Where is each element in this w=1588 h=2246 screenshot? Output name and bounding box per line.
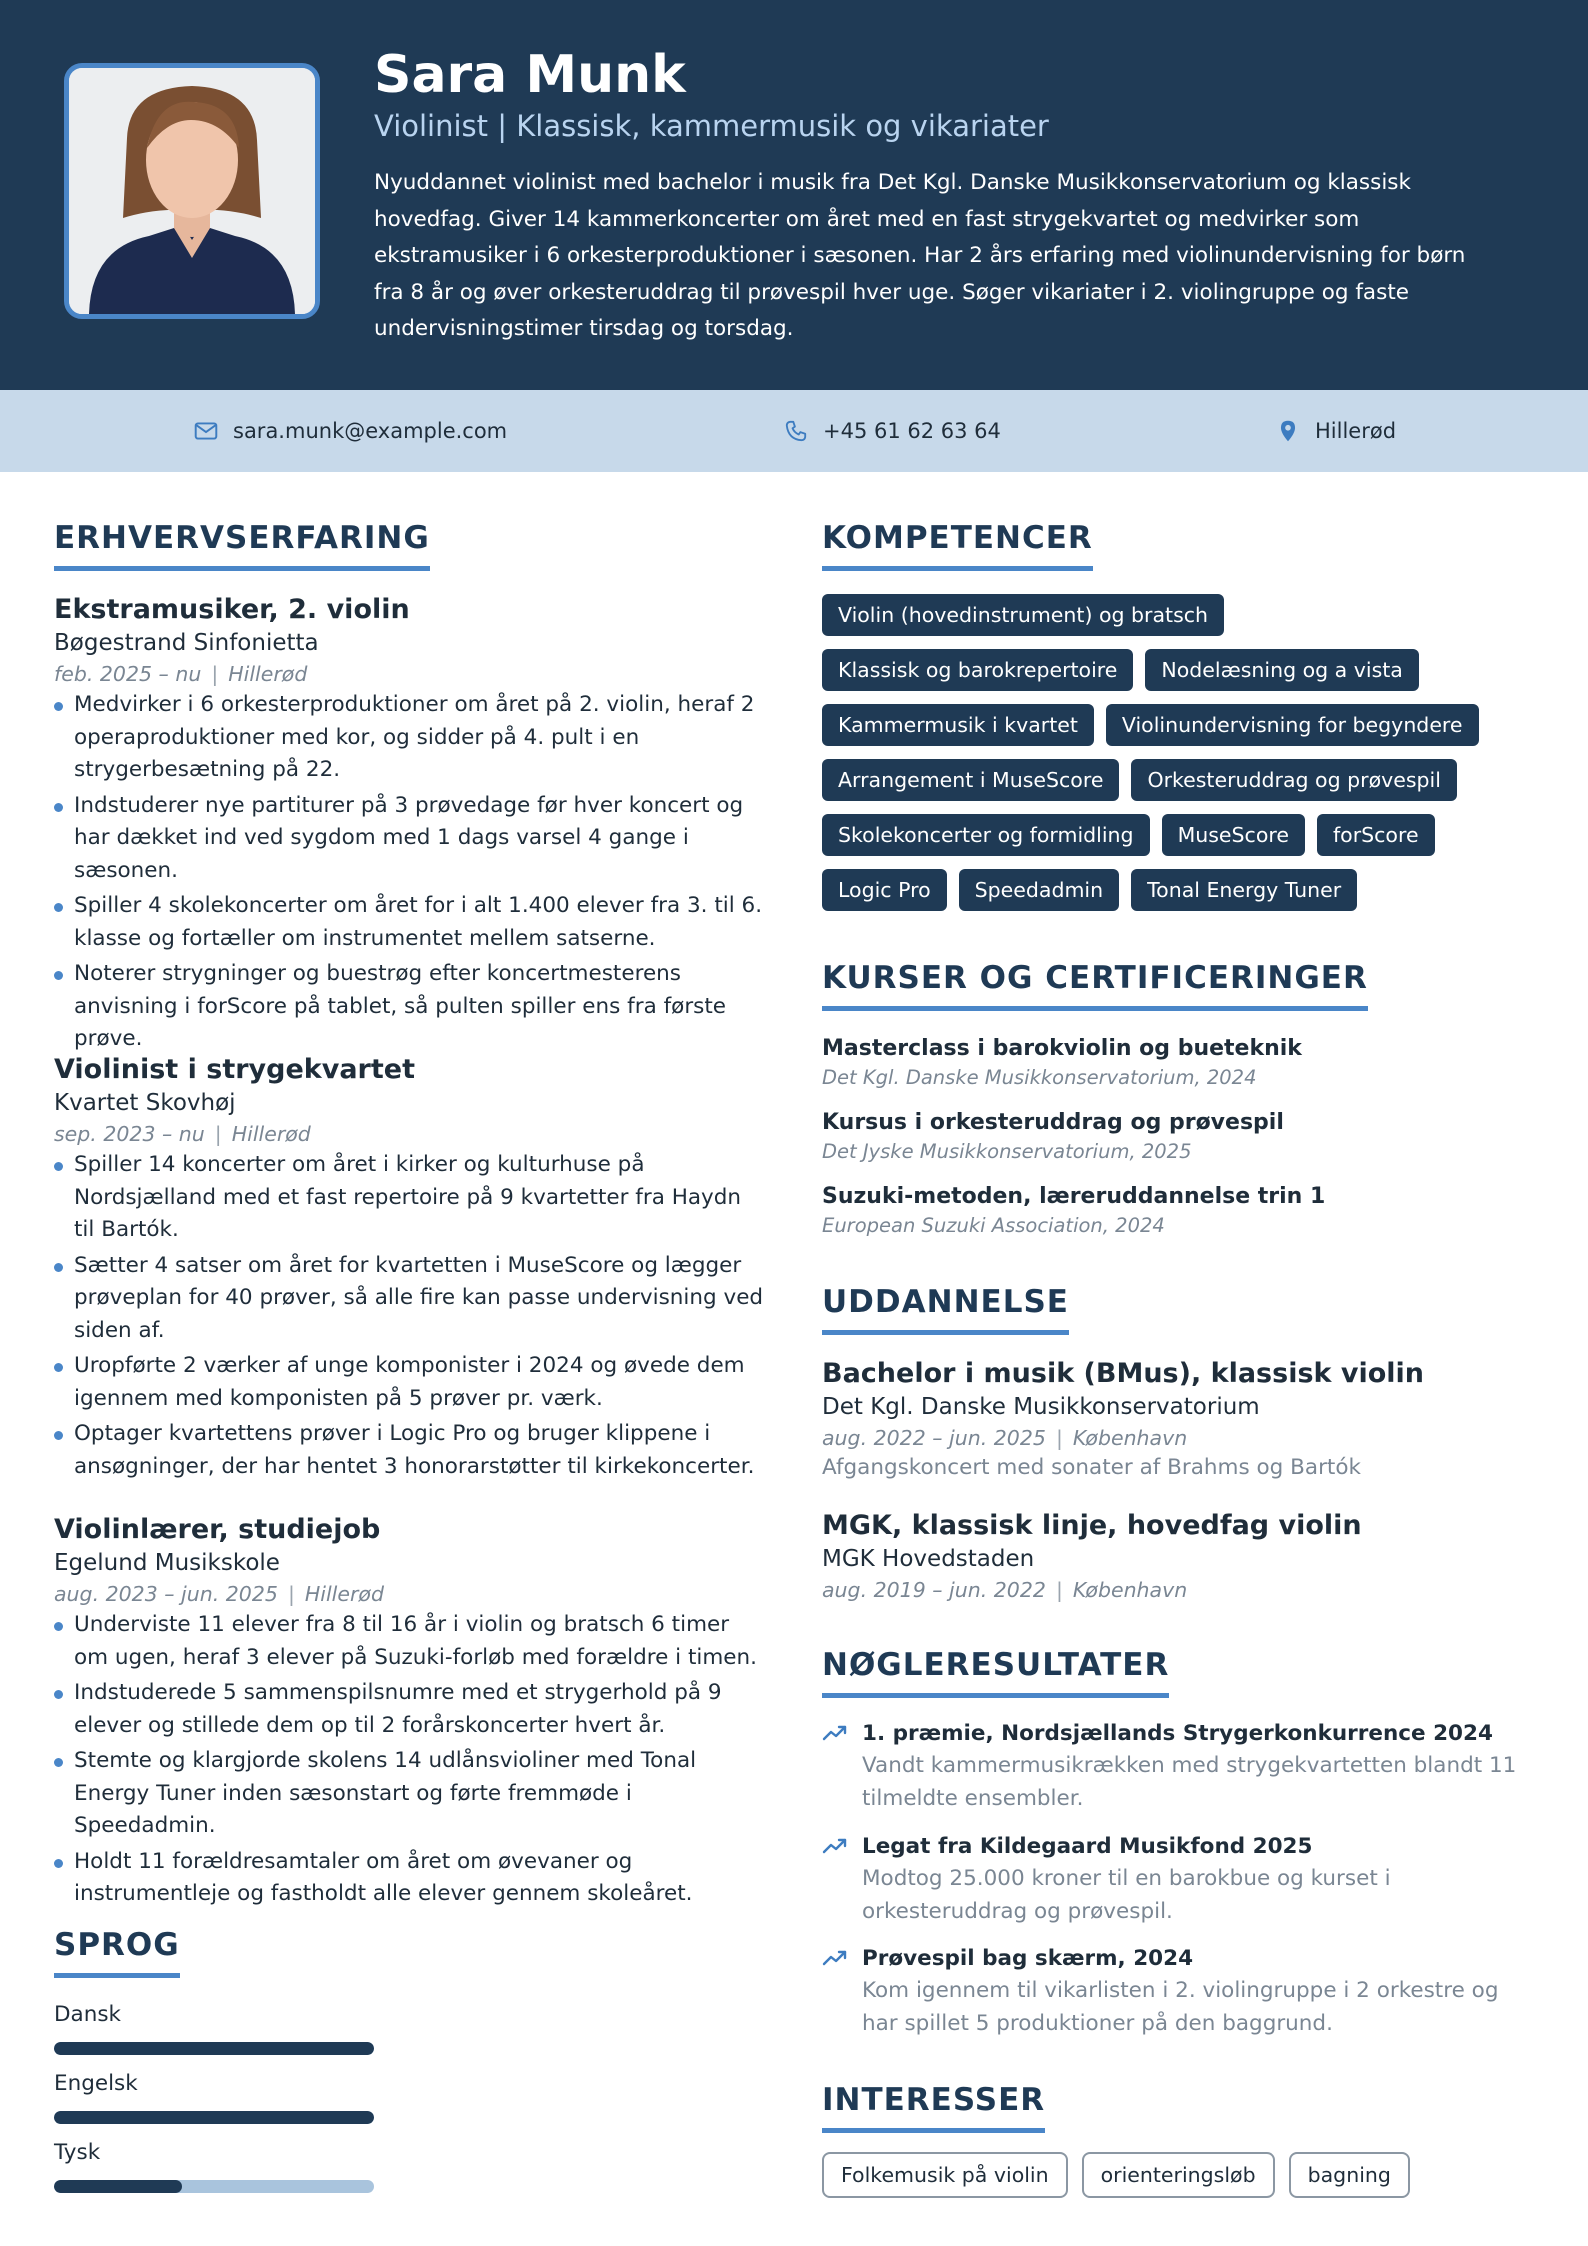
- phone-icon: [783, 418, 809, 444]
- education-item: [822, 1509, 1522, 1605]
- skill-chip: Logic Pro: [822, 869, 947, 911]
- course-item: [822, 1108, 1522, 1166]
- result-description: Modtog 25.000 kroner til en barokbue og kurset i orkesteruddrag og prøvespil.: [862, 1866, 1391, 1924]
- contact-bar: [0, 390, 1588, 472]
- result-title: 1. præmie, Nordsjællands Strygerkonkurrence 2024: [862, 1721, 1493, 1746]
- job-bullet: Stemte og klargjorde skolens 14 udlånsvioliner med Tonal Energy Tuner inden sæsonstart og førte fremmøde i Speedadmin.: [54, 1745, 764, 1843]
- job-location: Hillerød: [228, 662, 308, 686]
- job-bullet: Optager kvartettens prøver i Logic Pro og bruger klippene i ansøgninger, der har hentet 3 honorarstøtter til kirkekoncerter.: [54, 1418, 764, 1483]
- language-level-fill: [54, 2180, 182, 2193]
- language-name: Tysk: [54, 2140, 101, 2165]
- contact-email[interactable]: [193, 390, 507, 472]
- skill-chip: Tonal Energy Tuner: [1131, 869, 1357, 911]
- language-item: [54, 2138, 374, 2193]
- job-bullet: Spiller 4 skolekoncerter om året for i alt 1.400 elever fra 3. til 6. klasse og fortæller om instrumentet mellem satserne.: [54, 890, 764, 955]
- job-company: Bøgestrand Sinfonietta: [54, 630, 319, 656]
- education-title: Bachelor i musik (BMus), klassisk violin: [822, 1358, 1425, 1389]
- education-school: Det Kgl. Danske Musikkonservatorium: [822, 1394, 1260, 1420]
- result-item: [822, 1831, 1522, 1928]
- profile-photo: [64, 63, 320, 319]
- skill-chip: Violinundervisning for begyndere: [1106, 704, 1479, 746]
- education-dates: aug. 2022 – jun. 2025: [822, 1426, 1046, 1450]
- result-description: Vandt kammermusikrækken med strygekvartetten blandt 11 tilmeldte ensembler.: [862, 1753, 1517, 1811]
- language-level-fill: [54, 2111, 374, 2124]
- education-location: København: [1072, 1578, 1188, 1602]
- course-issuer: European Suzuki Association, 2024: [822, 1214, 1165, 1237]
- job-bullet: Indstuderer nye partiturer på 3 prøvedage før hver koncert og har dækket ind ved sygdom med 1 dags varsel 4 gange i sæsonen.: [54, 790, 764, 888]
- education-meta: aug. 2022 – jun. 2025 | København: [822, 1426, 1188, 1450]
- interest-tag: bagning: [1289, 2152, 1410, 2198]
- job-meta: sep. 2023 – nu | Hillerød: [54, 1122, 311, 1146]
- job-bullet: Underviste 11 elever fra 8 til 16 år i violin og bratsch 6 timer om ugen, heraf 3 elever på Suzuki-forløb med forældre i timen.: [54, 1609, 764, 1674]
- skill-chip: Speedadmin: [959, 869, 1120, 911]
- contact-phone[interactable]: [783, 390, 1001, 472]
- language-item: [54, 2069, 374, 2124]
- skill-chip: Skolekoncerter og formidling: [822, 814, 1150, 856]
- job-title: Violinlærer, studiejob: [54, 1514, 381, 1545]
- location-text: Hillerød: [1315, 419, 1397, 443]
- education-item: [822, 1357, 1522, 1483]
- skill-chip: Violin (hovedinstrument) og bratsch: [822, 594, 1224, 636]
- skill-chip: Orkesteruddrag og prøvespil: [1131, 759, 1457, 801]
- interest-tag: orienteringsløb: [1082, 2152, 1275, 2198]
- language-level-bar: [54, 2042, 374, 2055]
- education-school: MGK Hovedstaden: [822, 1546, 1035, 1572]
- job-dates: aug. 2023 – jun. 2025: [54, 1582, 278, 1606]
- job-entry: [54, 1053, 764, 1486]
- skills-list: [822, 594, 1522, 911]
- language-level-bar: [54, 2180, 374, 2193]
- skill-chip: Kammermusik i kvartet: [822, 704, 1094, 746]
- results-heading: NØGLERESULTATER: [822, 1645, 1169, 1698]
- job-title: Violinist i strygekvartet: [54, 1054, 415, 1085]
- job-bullet: Spiller 14 koncerter om året i kirker og kulturhuse på Nordsjælland med et fast repertoire på 9 kvartetter fra Haydn til Bartók.: [54, 1149, 764, 1247]
- languages-heading: SPROG: [54, 1925, 180, 1978]
- headline: Violinist | Klassisk, kammermusik og vikariater: [374, 109, 1049, 143]
- job-bullet: Indstuderede 5 sammenspilsnumre med et strygerhold på 9 elever og stillede dem op til 2 forårskoncerter hvert år.: [54, 1677, 764, 1742]
- job-company: Egelund Musikskole: [54, 1550, 280, 1576]
- course-title: Suzuki-metoden, læreruddannelse trin 1: [822, 1184, 1326, 1209]
- education-heading: UDDANNELSE: [822, 1282, 1069, 1335]
- job-title: Ekstramusiker, 2. violin: [54, 594, 410, 625]
- job-bullet: Uropførte 2 værker af unge komponister i 2024 og øvede dem igennem med komponisten på 5 prøver pr. værk.: [54, 1350, 764, 1415]
- interests-heading: INTERESSER: [822, 2080, 1045, 2133]
- email-text: sara.munk@example.com: [233, 419, 508, 443]
- job-dates: feb. 2025 – nu: [54, 662, 202, 686]
- skills-heading: KOMPETENCER: [822, 518, 1093, 571]
- course-title: Kursus i orkesteruddrag og prøvespil: [822, 1110, 1284, 1135]
- language-name: Dansk: [54, 2002, 122, 2027]
- job-entry: [54, 1513, 764, 1914]
- job-bullets: [54, 1609, 764, 1911]
- interest-tag: Folkemusik på violin: [822, 2152, 1068, 2198]
- job-entry: [54, 593, 764, 1059]
- header: [0, 0, 1588, 390]
- trending-up-icon: [822, 1947, 848, 1969]
- job-bullets: [54, 1149, 764, 1483]
- courses-heading: KURSER OG CERTIFICERINGER: [822, 958, 1368, 1011]
- trending-up-icon: [822, 1835, 848, 1857]
- skill-chip: Klassisk og barokrepertoire: [822, 649, 1133, 691]
- result-item: [822, 1718, 1522, 1815]
- job-location: Hillerød: [231, 1122, 311, 1146]
- location-pin-icon: [1275, 418, 1301, 444]
- education-title: MGK, klassisk linje, hovedfag violin: [822, 1510, 1362, 1541]
- result-title: Legat fra Kildegaard Musikfond 2025: [862, 1834, 1313, 1859]
- education-meta: aug. 2019 – jun. 2022 | København: [822, 1578, 1188, 1602]
- language-name: Engelsk: [54, 2071, 138, 2096]
- phone-text: +45 61 62 63 64: [823, 419, 1001, 443]
- job-meta: aug. 2023 – jun. 2025 | Hillerød: [54, 1582, 384, 1606]
- job-bullet: Noterer strygninger og buestrøg efter koncertmesterens anvisning i forScore på tablet, så pulten spiller ens fra første prøve.: [54, 958, 764, 1056]
- skill-chip: Arrangement i MuseScore: [822, 759, 1119, 801]
- education-location: København: [1072, 1426, 1188, 1450]
- course-title: Masterclass i barokviolin og bueteknik: [822, 1036, 1302, 1061]
- job-bullets: [54, 689, 764, 1056]
- language-item: [54, 2000, 374, 2055]
- profile-photo-illustration: [69, 68, 315, 314]
- course-item: [822, 1034, 1522, 1092]
- summary: Nyuddannet violinist med bachelor i musik fra Det Kgl. Danske Musikkonservatorium og klassisk hovedfag. Giver 14 kammerkoncerter om året med en fast strygekvartet og medvirker som ekstramusiker i 6 orkesterproduktioner i sæsonen. Har 2 års erfaring med violinundervisning for børn fra 8 år og øver orkesteruddrag til prøvespil hver uge. Søger vikariater i 2. violingruppe og faste undervisningstimer tirsdag og torsdag.: [374, 170, 1466, 342]
- interests-list: [822, 2152, 1522, 2198]
- experience-heading: ERHVERVSERFARING: [54, 518, 430, 571]
- job-company: Kvartet Skovhøj: [54, 1090, 236, 1116]
- result-title: Prøvespil bag skærm, 2024: [862, 1946, 1194, 1971]
- job-bullet: Medvirker i 6 orkesterproduktioner om året på 2. violin, heraf 2 operaproduktioner med kor, og sidder på 4. pult i en strygerbesætning på 22.: [54, 689, 764, 787]
- result-item: [822, 1943, 1522, 2040]
- course-issuer: Det Kgl. Danske Musikkonservatorium, 2024: [822, 1066, 1257, 1089]
- job-meta: feb. 2025 – nu | Hillerød: [54, 662, 308, 686]
- mail-icon: [193, 418, 219, 444]
- course-item: [822, 1182, 1522, 1240]
- course-issuer: Det Jyske Musikkonservatorium, 2025: [822, 1140, 1192, 1163]
- job-bullet: Holdt 11 forældresamtaler om året om øvevaner og instrumentleje og fastholdt alle elever gennem skoleåret.: [54, 1846, 764, 1911]
- job-dates: sep. 2023 – nu: [54, 1122, 205, 1146]
- language-level-bar: [54, 2111, 374, 2124]
- education-dates: aug. 2019 – jun. 2022: [822, 1578, 1046, 1602]
- contact-location: [1275, 390, 1396, 472]
- skill-chip: forScore: [1317, 814, 1435, 856]
- person-name: Sara Munk: [374, 45, 686, 105]
- skill-chip: Nodelæsning og a vista: [1145, 649, 1418, 691]
- skill-chip: MuseScore: [1162, 814, 1305, 856]
- language-level-fill: [54, 2042, 374, 2055]
- result-description: Kom igennem til vikarlisten i 2. violingruppe i 2 orkestre og har spillet 5 produktioner på den baggrund.: [862, 1978, 1499, 2036]
- job-bullet: Sætter 4 satser om året for kvartetten i MuseScore og lægger prøveplan for 40 prøver, så alle fire kan passe undervisning ved siden af.: [54, 1250, 764, 1348]
- education-note: Afgangskoncert med sonater af Brahms og Bartók: [822, 1455, 1361, 1480]
- trending-up-icon: [822, 1722, 848, 1744]
- job-location: Hillerød: [304, 1582, 384, 1606]
